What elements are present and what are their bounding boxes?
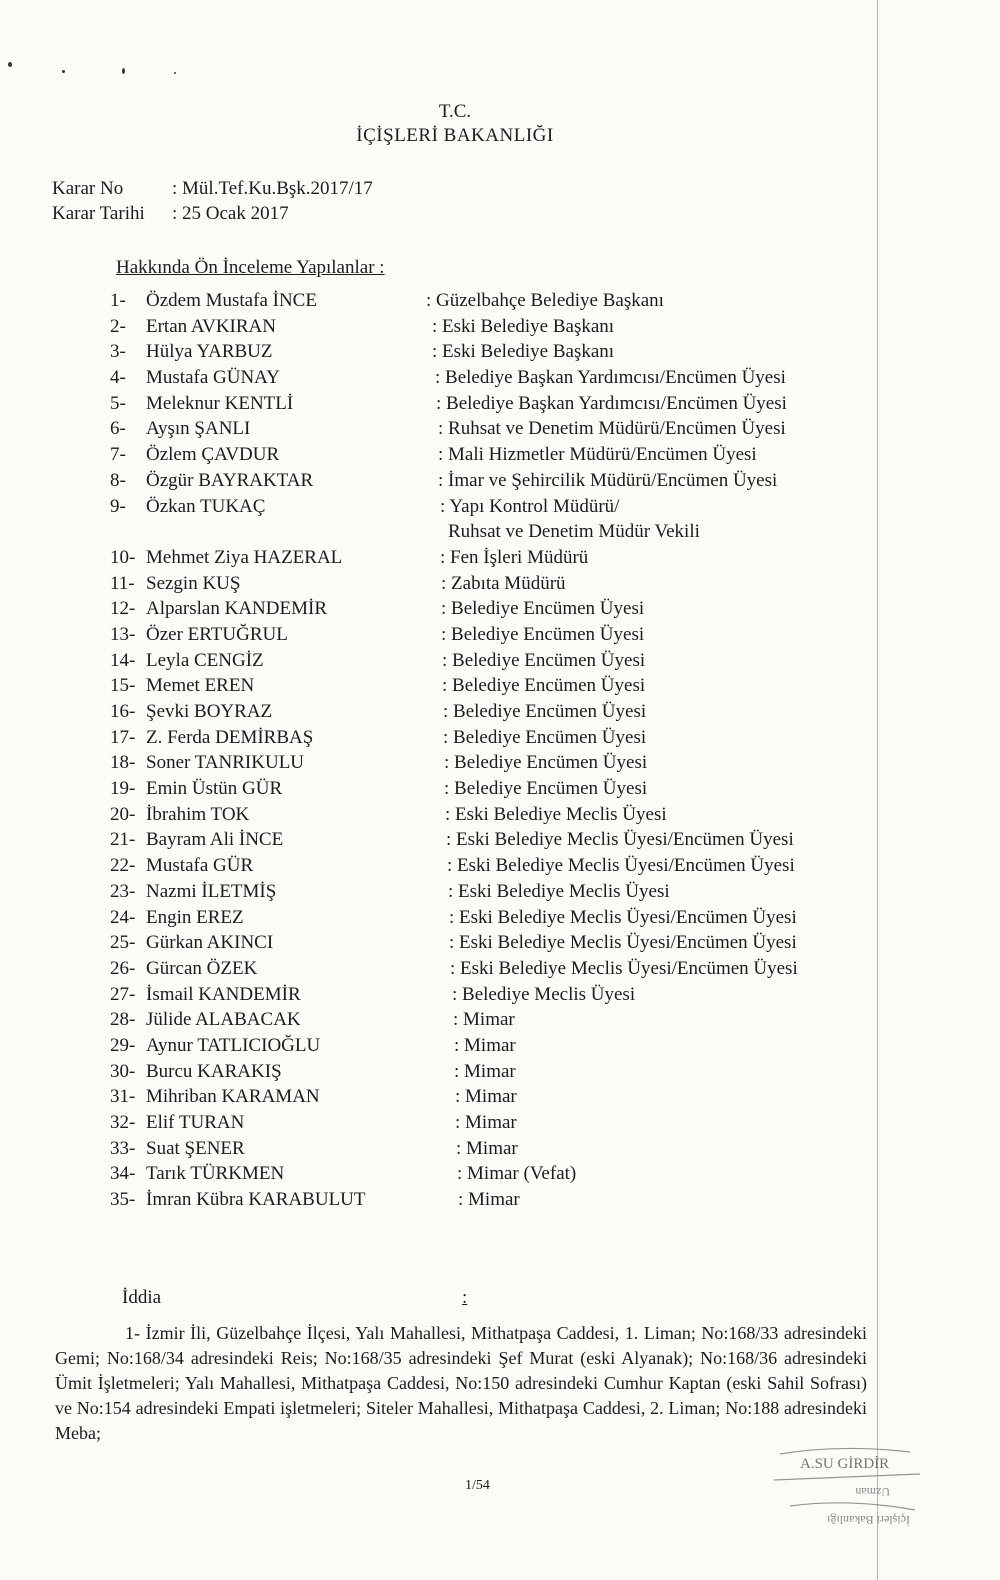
svg-text:A.SU GİRDİR: A.SU GİRDİR bbox=[800, 1456, 890, 1472]
person-name: Leyla CENGİZ bbox=[146, 649, 264, 671]
person-number: 5- bbox=[110, 392, 126, 414]
karar-tarihi-row bbox=[52, 201, 373, 226]
person-role: : Belediye Encümen Üyesi bbox=[443, 701, 647, 722]
person-name: İbrahim TOK bbox=[146, 803, 250, 825]
person-row bbox=[110, 751, 648, 777]
karar-no-value: : Mül.Tef.Ku.Bşk.2017/17 bbox=[172, 178, 373, 199]
person-number: 30- bbox=[110, 1060, 136, 1082]
svg-text:İçişleri Bakanlığı: İçişleri Bakanlığı bbox=[827, 1513, 910, 1527]
iddia-label: İddia bbox=[122, 1287, 162, 1308]
person-row bbox=[110, 983, 636, 1009]
person-name: Z. Ferda DEMİRBAŞ bbox=[146, 726, 314, 748]
person-role: : Belediye Encümen Üyesi bbox=[443, 726, 647, 748]
person-row bbox=[110, 1137, 518, 1163]
person-role: : Mali Hizmetler Müdürü/Encümen Üyesi bbox=[438, 444, 757, 466]
person-role: : Mimar bbox=[458, 1189, 520, 1211]
person-role: : Mimar (Vefat) bbox=[457, 1163, 577, 1185]
person-row bbox=[110, 674, 646, 700]
person-number: 14- bbox=[110, 649, 136, 671]
decision-meta bbox=[52, 176, 373, 226]
karar-tarihi-label: Karar Tarihi bbox=[52, 203, 145, 224]
person-row bbox=[110, 854, 795, 880]
person-number: 17- bbox=[110, 726, 136, 748]
person-name: İsmail KANDEMİR bbox=[146, 983, 301, 1005]
person-row bbox=[110, 495, 620, 521]
person-number: 15- bbox=[110, 675, 136, 697]
person-name: Özdem Mustafa İNCE bbox=[146, 290, 317, 311]
person-row bbox=[110, 315, 615, 341]
person-name: Hülya YARBUZ bbox=[146, 341, 273, 363]
person-name: İmran Kübra KARABULUT bbox=[146, 1189, 366, 1211]
official-stamp-seal bbox=[760, 1440, 930, 1550]
person-name: Jülide ALABACAK bbox=[146, 1009, 301, 1031]
person-row bbox=[110, 931, 797, 957]
person-role: : Belediye Başkan Yardımcısı/Encümen Üyesi bbox=[436, 392, 787, 414]
section-title: Hakkında Ön İnceleme Yapılanlar : bbox=[116, 257, 385, 278]
karar-tarihi-value: : 25 Ocak 2017 bbox=[172, 203, 289, 224]
person-row bbox=[110, 417, 786, 443]
person-number: 7- bbox=[110, 444, 126, 466]
person-number: 26- bbox=[110, 957, 136, 979]
person-role: : İmar ve Şehircilik Müdürü/Encümen Üyesi bbox=[438, 469, 778, 491]
person-number: 35- bbox=[110, 1189, 136, 1211]
person-number: 32- bbox=[110, 1112, 136, 1133]
person-name: Soner TANRIKULU bbox=[146, 752, 305, 774]
person-row bbox=[110, 777, 648, 803]
person-role: : Mimar bbox=[453, 1009, 515, 1031]
person-role: : Eski Belediye Başkanı bbox=[432, 341, 615, 363]
person-name: Burcu KARAKIŞ bbox=[146, 1060, 282, 1082]
header-line-2: İÇİŞLERİ BAKANLIĞI bbox=[356, 125, 554, 146]
iddia-colon: : bbox=[462, 1287, 468, 1308]
person-row bbox=[110, 572, 566, 598]
person-number: 29- bbox=[110, 1034, 136, 1056]
person-name: Özer ERTUĞRUL bbox=[146, 623, 288, 645]
person-role: : Belediye Encümen Üyesi bbox=[442, 675, 646, 697]
person-number: 13- bbox=[110, 623, 136, 645]
person-role: : Belediye Encümen Üyesi bbox=[444, 752, 648, 774]
person-row bbox=[110, 649, 646, 675]
person-row bbox=[110, 957, 798, 983]
person-number: 10- bbox=[110, 546, 136, 568]
person-name: Özkan TUKAÇ bbox=[146, 495, 266, 517]
person-name: Özlem ÇAVDUR bbox=[146, 444, 280, 466]
person-role: : Belediye Encümen Üyesi bbox=[441, 623, 645, 645]
person-role: : Eski Belediye Başkanı bbox=[432, 315, 615, 337]
person-role: : Güzelbahçe Belediye Başkanı bbox=[426, 290, 664, 311]
person-number: 19- bbox=[110, 778, 136, 800]
person-name: Mehmet Ziya HAZERAL bbox=[146, 546, 343, 568]
person-number: 12- bbox=[110, 598, 136, 620]
person-row bbox=[110, 1008, 515, 1034]
iddia-paragraph: 1- İzmir İli, Güzelbahçe İlçesi, Yalı Mahallesi, Mithatpaşa Caddesi, 1. Liman; No:168/33 adresindeki Gemi; No:168/34 adresindeki Reis; No:168/35 adresindeki Şef Murat (eski Alyanak); No:168/36 adresindeki Ümit İşletmeleri; Yalı Mahallesi, Mithatpaşa Caddesi, No:150 adresindeki Cumhur Kaptan (eski Sahil Sofrası) ve No:154 adresindeki Empati işletmeleri; Siteler Mahallesi, Mithatpaşa Caddesi, 2. Liman; No:188 adresindeki Meba; bbox=[55, 1323, 867, 1443]
person-row bbox=[110, 803, 667, 829]
person-name: Ayşın ŞANLI bbox=[146, 418, 251, 440]
person-row bbox=[110, 1188, 520, 1214]
person-row bbox=[110, 1111, 517, 1137]
person-row-continued bbox=[110, 520, 700, 546]
scan-speck bbox=[122, 68, 125, 74]
person-number: 16- bbox=[110, 701, 136, 722]
person-role: : Eski Belediye Meclis Üyesi/Encümen Üyesi bbox=[449, 932, 797, 954]
person-role: : Eski Belediye Meclis Üyesi/Encümen Üyesi bbox=[450, 957, 798, 979]
person-role: : Mimar bbox=[455, 1112, 517, 1133]
person-role: : Eski Belediye Meclis Üyesi bbox=[445, 803, 667, 825]
person-role: : Mimar bbox=[455, 1086, 517, 1108]
person-row bbox=[110, 469, 778, 495]
person-row bbox=[110, 597, 645, 623]
person-role: : Mimar bbox=[454, 1034, 516, 1056]
person-number: 11- bbox=[110, 572, 135, 594]
person-role: : Eski Belediye Meclis Üyesi/Encümen Üyesi bbox=[446, 829, 794, 851]
person-row bbox=[110, 623, 645, 649]
person-name: Elif TURAN bbox=[146, 1112, 245, 1133]
person-role: : Belediye Başkan Yardımcısı/Encümen Üyesi bbox=[435, 367, 786, 389]
person-role: : Yapı Kontrol Müdürü/ bbox=[440, 495, 620, 517]
person-role: : Fen İşleri Müdürü bbox=[440, 546, 589, 568]
person-number: 1- bbox=[110, 290, 126, 311]
person-row bbox=[110, 1060, 516, 1086]
person-number: 18- bbox=[110, 752, 136, 774]
person-number: 22- bbox=[110, 855, 136, 877]
person-role: : Belediye Meclis Üyesi bbox=[452, 983, 636, 1005]
person-role: : Zabıta Müdürü bbox=[441, 572, 566, 594]
person-number: 24- bbox=[110, 906, 136, 928]
person-role: : Eski Belediye Meclis Üyesi/Encümen Üyesi bbox=[447, 855, 795, 877]
person-row bbox=[110, 1162, 577, 1188]
person-number: 6- bbox=[110, 418, 126, 440]
person-row bbox=[110, 443, 757, 469]
scan-speck bbox=[62, 70, 65, 73]
person-role: : Mimar bbox=[456, 1137, 518, 1159]
iddia-heading bbox=[122, 1287, 467, 1309]
person-name: Gürcan ÖZEK bbox=[146, 957, 258, 979]
people-list bbox=[110, 289, 798, 1214]
person-number: 20- bbox=[110, 803, 136, 825]
person-row bbox=[110, 880, 670, 906]
person-name: Engin EREZ bbox=[146, 906, 244, 928]
karar-no-row bbox=[52, 176, 373, 201]
person-name: Alparslan KANDEMİR bbox=[146, 598, 328, 620]
person-name: Mustafa GÜNAY bbox=[146, 367, 280, 389]
person-role-continued: Ruhsat ve Denetim Müdür Vekili bbox=[448, 521, 700, 543]
person-name: Emin Üstün GÜR bbox=[146, 778, 283, 800]
page-number: 1/54 bbox=[465, 1478, 490, 1493]
person-row bbox=[110, 1034, 516, 1060]
person-name: Şevki BOYRAZ bbox=[146, 701, 273, 722]
person-row bbox=[110, 828, 794, 854]
person-name: Gürkan AKINCI bbox=[146, 932, 274, 954]
person-name: Meleknur KENTLİ bbox=[146, 392, 294, 414]
person-name: Nazmi İLETMİŞ bbox=[146, 880, 277, 902]
person-number: 34- bbox=[110, 1163, 136, 1185]
person-number: 33- bbox=[110, 1137, 136, 1159]
margin-line bbox=[877, 0, 878, 1580]
person-name: Tarık TÜRKMEN bbox=[146, 1163, 285, 1185]
person-row bbox=[110, 289, 664, 315]
person-role: : Belediye Encümen Üyesi bbox=[444, 778, 648, 800]
person-row bbox=[110, 726, 647, 752]
person-row bbox=[110, 392, 787, 418]
person-name: Suat ŞENER bbox=[146, 1137, 245, 1159]
person-number: 21- bbox=[110, 829, 136, 851]
person-number: 9- bbox=[110, 495, 126, 517]
person-name: Aynur TATLICIOĞLU bbox=[146, 1034, 321, 1056]
header-line-1: T.C. bbox=[438, 101, 472, 122]
person-role: : Belediye Encümen Üyesi bbox=[442, 649, 646, 671]
person-number: 8- bbox=[110, 469, 126, 491]
person-name: Sezgin KUŞ bbox=[146, 572, 241, 594]
person-role: : Mimar bbox=[454, 1060, 516, 1082]
person-role: : Eski Belediye Meclis Üyesi bbox=[448, 880, 670, 902]
person-number: 27- bbox=[110, 983, 136, 1005]
person-row bbox=[110, 1085, 517, 1111]
person-number: 31- bbox=[110, 1086, 136, 1108]
person-row bbox=[110, 700, 647, 726]
document-header bbox=[0, 100, 910, 148]
person-name: Memet EREN bbox=[146, 675, 255, 697]
person-name: Mihriban KARAMAN bbox=[146, 1086, 320, 1108]
person-role: : Ruhsat ve Denetim Müdürü/Encümen Üyesi bbox=[438, 418, 786, 440]
person-name: Bayram Ali İNCE bbox=[146, 829, 284, 851]
person-row bbox=[110, 366, 786, 392]
person-name: Mustafa GÜR bbox=[146, 855, 254, 877]
person-name: Ertan AVKIRAN bbox=[146, 315, 277, 337]
person-role: : Belediye Encümen Üyesi bbox=[441, 598, 645, 620]
person-row bbox=[110, 906, 797, 932]
person-role: : Eski Belediye Meclis Üyesi/Encümen Üyesi bbox=[449, 906, 797, 928]
person-number: 3- bbox=[110, 341, 126, 363]
scan-speck bbox=[8, 62, 12, 67]
person-number: 25- bbox=[110, 932, 136, 954]
person-number: 4- bbox=[110, 367, 126, 389]
person-row bbox=[110, 546, 589, 572]
karar-no-label: Karar No bbox=[52, 178, 124, 199]
svg-text:Uzman: Uzman bbox=[855, 1485, 890, 1499]
scan-speck bbox=[174, 72, 176, 74]
person-number: 2- bbox=[110, 315, 126, 337]
person-number: 28- bbox=[110, 1009, 136, 1031]
person-number: 23- bbox=[110, 880, 136, 902]
person-name: Özgür BAYRAKTAR bbox=[146, 469, 314, 491]
person-row bbox=[110, 340, 615, 366]
